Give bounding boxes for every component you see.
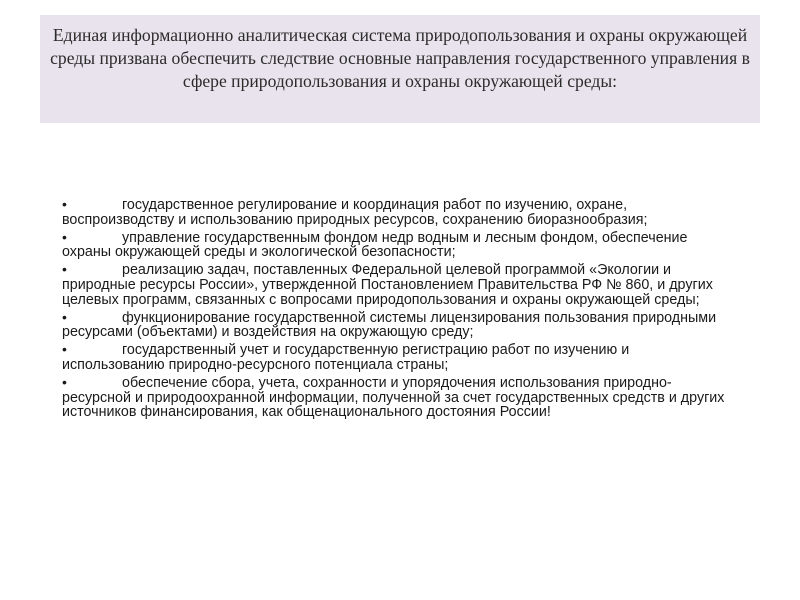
bullet-icon: • bbox=[62, 341, 67, 358]
bullet-icon: • bbox=[62, 196, 67, 212]
list-item-text: реализацию задач, поставленных Федеральной целевой программой «Экологии и природные ресурсы России», утвержденной Постановлением Правительства РФ № 860, и других целевых программ, связанных с вопросами природопользования и охраны окружающей среды; bbox=[62, 262, 713, 308]
bullet-list bbox=[62, 197, 730, 420]
bullet-icon: • bbox=[62, 228, 67, 245]
slide-content bbox=[62, 197, 730, 422]
list-item-text: управление государственным фондом недр водным и лесным фондом, обеспечение охраны окружающей среды и экологической безопасности; bbox=[62, 229, 688, 261]
list-item bbox=[62, 230, 730, 260]
list-item bbox=[62, 375, 730, 420]
list-item-text: функционирование государственной системы лицензирования пользования природными ресурсами (объектами) и воздействия на окружающую среду; bbox=[62, 309, 717, 341]
bullet-icon: • bbox=[62, 261, 67, 278]
list-item-text: государственный учет и государственную регистрацию работ по изучению и использованию природно-ресурсного потенциала страны; bbox=[62, 342, 630, 373]
bullet-icon: • bbox=[62, 374, 67, 391]
list-item bbox=[62, 262, 730, 307]
slide-title: Единая информационно аналитическая система природопользования и охраны окружающей среды призвана обеспечить следствие основные направления государственного управления в сфере природопользования и охраны окружающей среды: bbox=[50, 25, 750, 91]
list-item bbox=[62, 342, 730, 372]
list-item-text: государственное регулирование и координация работ по изучению, охране, воспроизводству и использованию природных ресурсов, сохранению биоразнообразия; bbox=[62, 197, 648, 228]
bullet-icon: • bbox=[62, 308, 67, 325]
title-box bbox=[40, 15, 760, 123]
list-item-text: обеспечение сбора, учета, сохранности и упорядочения использования природно-ресурсной и природоохранной информации, полученной за счет государственных средств и других источников финансирования, как общенационального достояния России! bbox=[62, 375, 725, 421]
list-item bbox=[62, 310, 730, 340]
list-item bbox=[62, 197, 730, 227]
